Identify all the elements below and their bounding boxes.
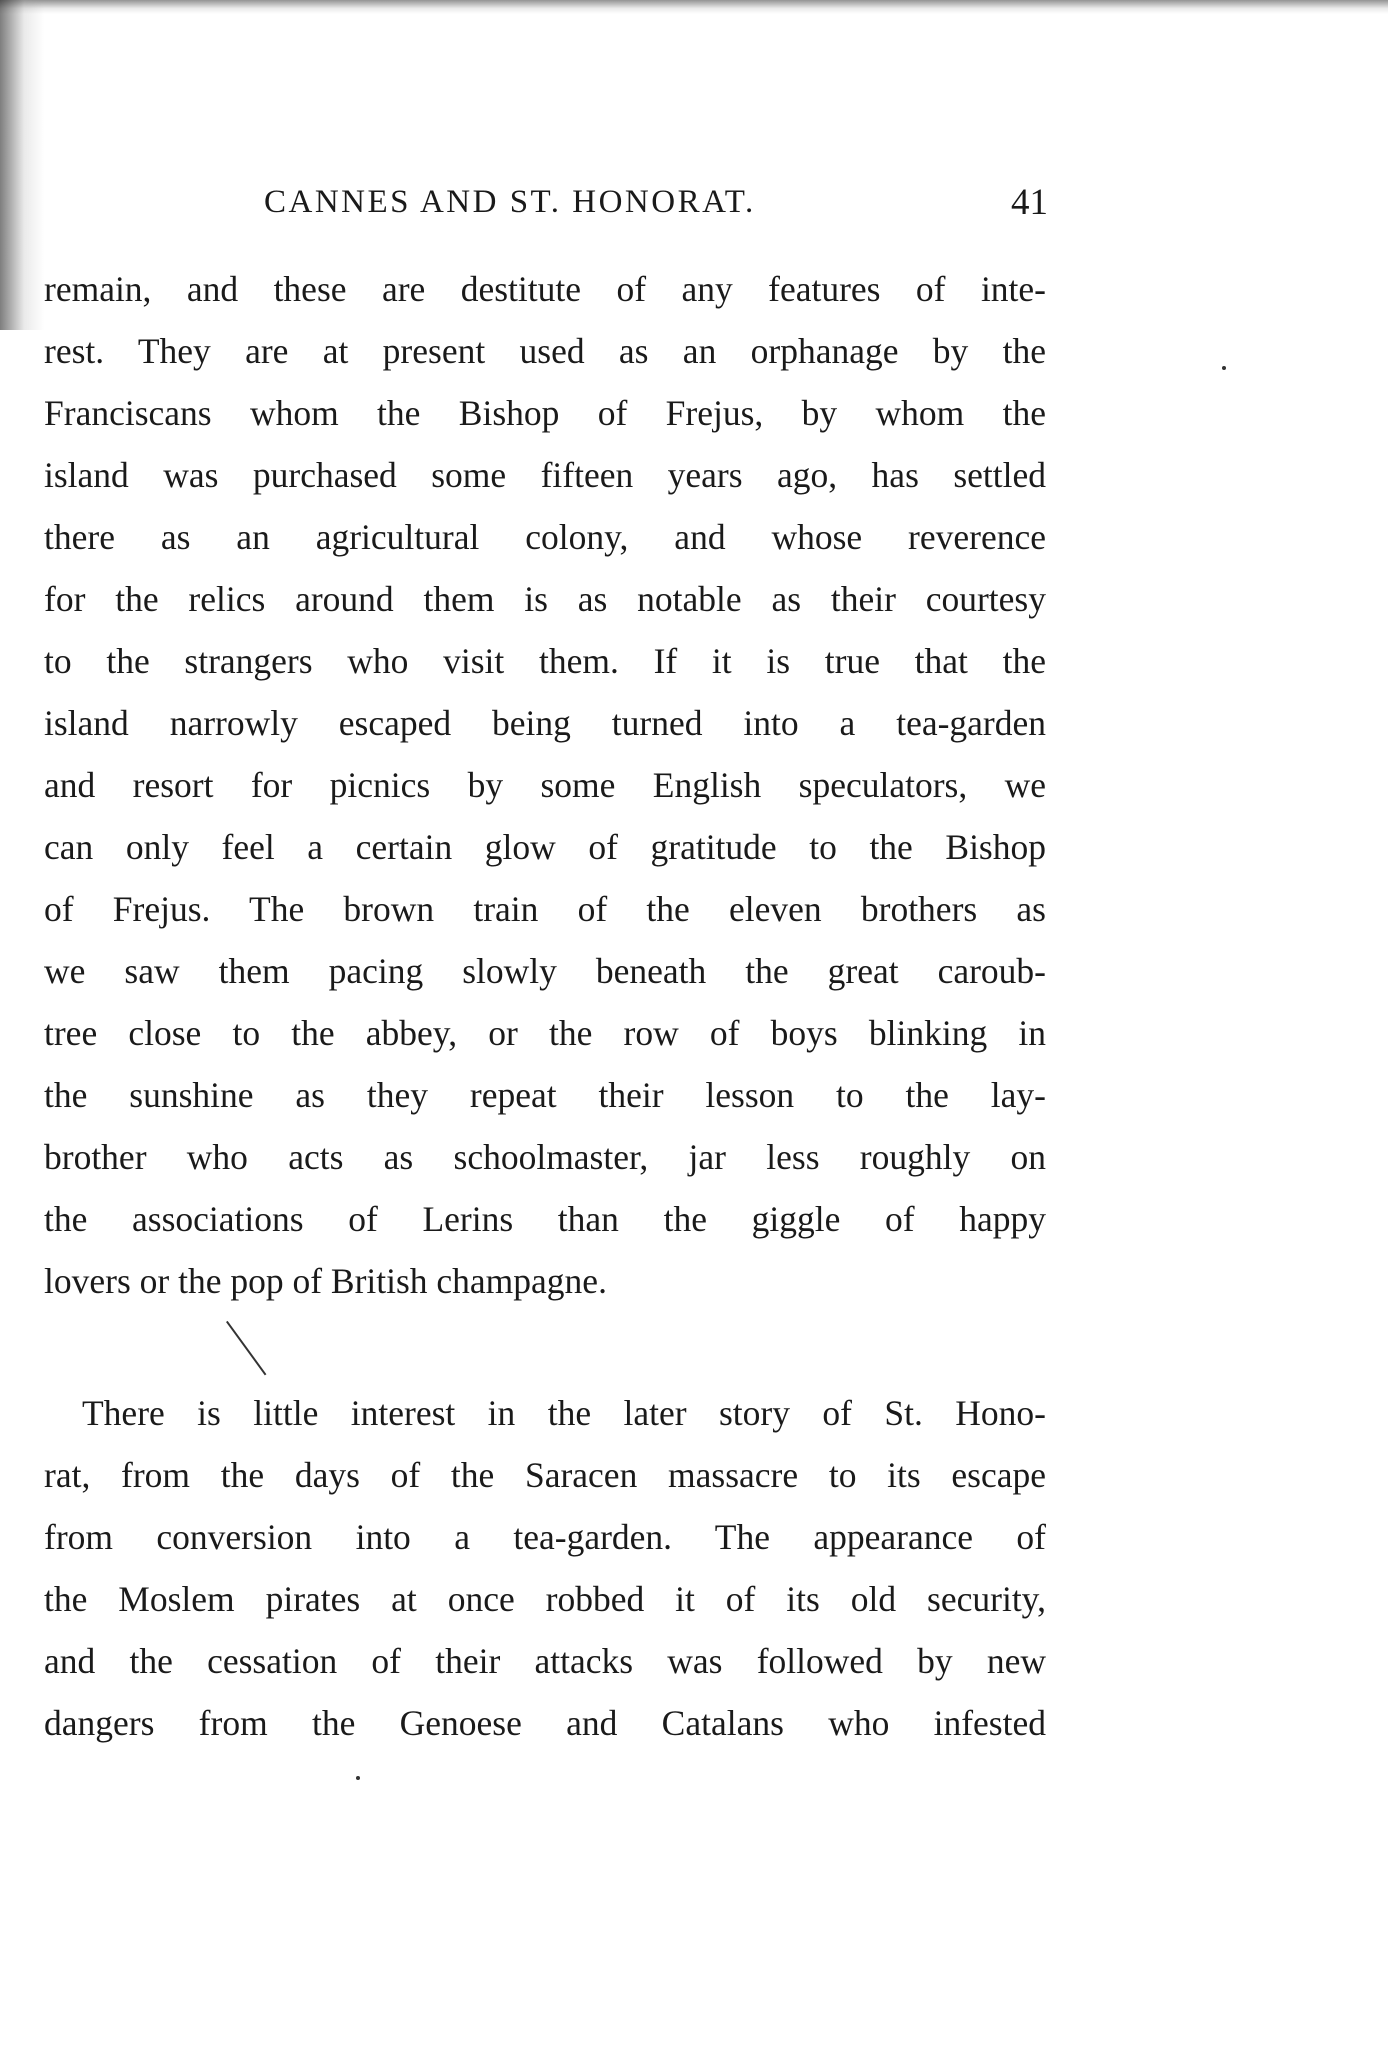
text-line: tree close to the abbey, or the row of boys blinking in (44, 1013, 1046, 1053)
text-line: to the strangers who visit them. If it is true that the (44, 641, 1046, 681)
pencil-mark (226, 1321, 266, 1376)
text-line: there as an agricultural colony, and whose reverence (44, 517, 1046, 557)
text-line: lovers or the pop of British champagne. (44, 1261, 607, 1301)
page-number: 41 (1011, 182, 1048, 223)
scan-edge-left (0, 0, 44, 330)
ink-speck (1222, 366, 1226, 370)
text-line: we saw them pacing slowly beneath the great caroub- (44, 951, 1046, 991)
text-line: the sunshine as they repeat their lesson to the lay- (44, 1075, 1046, 1115)
text-line: remain, and these are destitute of any features of inte- (44, 269, 1046, 309)
text-line: dangers from the Genoese and Catalans who infested (44, 1703, 1046, 1743)
text-line: from conversion into a tea-garden. The appearance of (44, 1517, 1046, 1557)
text-line: for the relics around them is as notable as their courtesy (44, 579, 1046, 619)
running-title: CANNES AND ST. HONORAT. (264, 184, 756, 220)
text-line: rat, from the days of the Saracen massacre to its escape (44, 1455, 1046, 1495)
text-line: of Frejus. The brown train of the eleven brothers as (44, 889, 1046, 929)
text-line: rest. They are at present used as an orphanage by the (44, 331, 1046, 371)
text-line: the associations of Lerins than the giggle of happy (44, 1199, 1046, 1239)
paragraph-2 (44, 1382, 1046, 1754)
text-line: Franciscans whom the Bishop of Frejus, by whom the (44, 393, 1046, 433)
text-line: brother who acts as schoolmaster, jar less roughly on (44, 1137, 1046, 1177)
text-line: island narrowly escaped being turned into a tea-garden (44, 703, 1046, 743)
text-line: There is little interest in the later story of St. Hono- (82, 1393, 1046, 1433)
ink-speck (356, 1776, 360, 1780)
paragraph-1 (44, 258, 1046, 1312)
running-head (48, 184, 1048, 234)
text-line: the Moslem pirates at once robbed it of its old security, (44, 1579, 1046, 1619)
text-line: and resort for picnics by some English speculators, we (44, 765, 1046, 805)
text-line: and the cessation of their attacks was followed by new (44, 1641, 1046, 1681)
text-line: island was purchased some fifteen years ago, has settled (44, 455, 1046, 495)
text-line: can only feel a certain glow of gratitude to the Bishop (44, 827, 1046, 867)
scan-edge-top (0, 0, 1388, 14)
